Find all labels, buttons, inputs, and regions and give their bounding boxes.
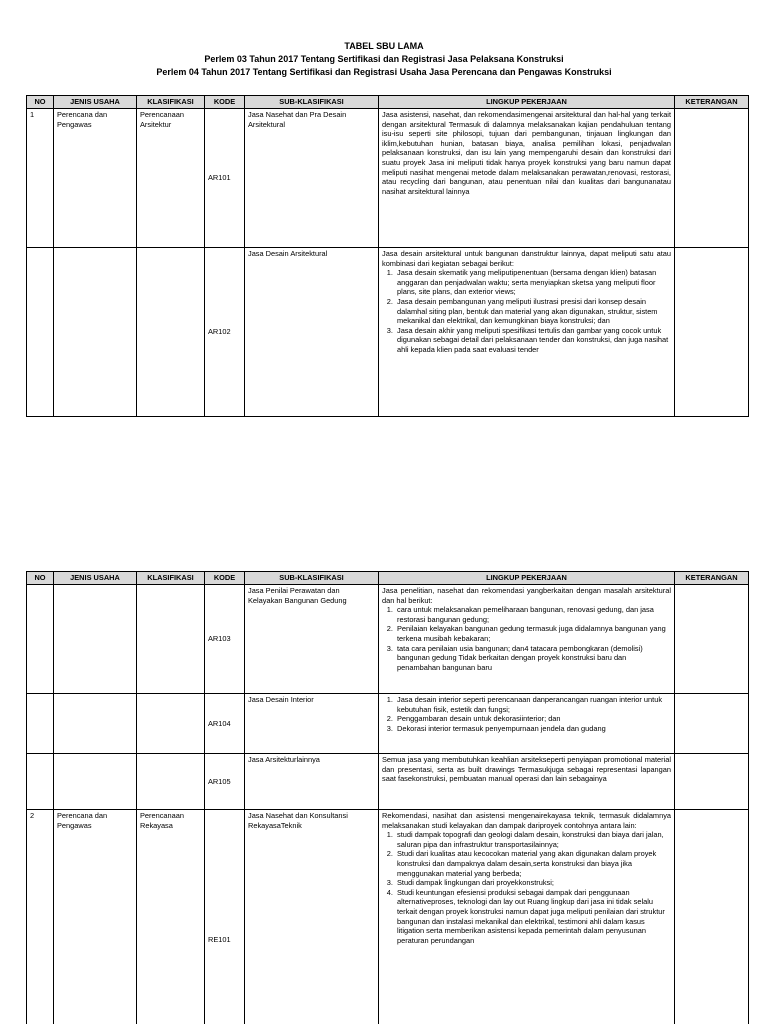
list-item: 4. Studi keuntungan efesiensi produksi sebagai dampak dari penggunaan alternativeproses, teknologi dan lay out Ruang lingkup dari jasa ini tidak selalu terkait dengan proyek konstruksi namun dapat juga meliputi penilaian dari struktur bangunan dan instalasi mekanikal dan elektrikal, testimoni ahli dalam kasus litigation serta memberikan asistensi kepada pemerintah dalam penyusunan peraturan perundangan xyxy=(395,888,671,946)
lingkup-pekerjaan-cell xyxy=(379,248,675,417)
sub-klasifikasi-cell: Jasa Penilai Perawatan dan Kelayakan Bangunan Gedung xyxy=(245,585,379,694)
document-title: TABEL SBU LAMA xyxy=(344,41,424,51)
lingkup-list xyxy=(382,830,671,945)
jenis-usaha-cell xyxy=(54,694,137,754)
sbu-table-2 xyxy=(26,571,749,1024)
sbu-table-1 xyxy=(26,95,749,417)
sub-klasifikasi-cell: Jasa Desain Arsitektural xyxy=(245,248,379,417)
kode-cell: RE101 xyxy=(205,810,245,1024)
keterangan-cell xyxy=(675,248,749,417)
list-item: 1. Jasa desain skematik yang meliputipenentuan (bersama dengan klien) batasan anggaran dan penjadwalan waktu; serta menyiapkan sketsa yang meliputi floor plans, site plans, dan exterior views; xyxy=(395,268,671,297)
lingkup-intro-text: Jasa desain arsitektural untuk bangunan danstruktur lainnya, dapat meliputi satu atau kombinasi dari kegiatan sebagai berikut: xyxy=(382,249,671,268)
sub-klasifikasi-cell: Jasa Nasehat dan Konsultansi RekayasaTeknik xyxy=(245,810,379,1024)
keterangan-cell xyxy=(675,109,749,248)
table-row xyxy=(27,248,749,417)
column-header: KLASIFIKASI xyxy=(137,96,205,109)
list-item: 2. Jasa desain pembangunan yang meliputi ilustrasi presisi dari konsep desain dalamhal siting plan, bentuk dan material yang akan digunakan, struktur, sistem mekanikal dan elektrikal, dan kemungkinan biaya konstruksi; dan xyxy=(395,297,671,326)
sub-klasifikasi-cell: Jasa Arsitekturlainnya xyxy=(245,754,379,810)
list-item: 3. Dekorasi interior termasuk penyempurnaan jendela dan gudang xyxy=(395,724,671,734)
column-header: SUB-KLASIFIKASI xyxy=(245,572,379,585)
lingkup-list xyxy=(382,605,671,672)
jenis-usaha-cell: Perencana dan Pengawas xyxy=(54,810,137,1024)
lingkup-intro-text: Rekomendasi, nasihat dan asistensi mengenairekayasa teknik, termasuk didalamnya melaksanakan studi kelayakan dan dampak dariproyek contohnya antara lain: xyxy=(382,811,671,830)
lingkup-intro-text: Jasa penelitian, nasehat dan rekomendasi yangberkaitan dengan masalah arsitektural dan hal berikut: xyxy=(382,586,671,605)
kode-cell: AR102 xyxy=(205,248,245,417)
list-item: 2. Studi dari kualitas atau kecocokan material yang akan digunakan dalam proyek konstruksi dan dampaknya dalam desain,serta konstruksi dan biaya jika menggunakan material yang berbeda; xyxy=(395,849,671,878)
lingkup-pekerjaan-cell xyxy=(379,694,675,754)
sub-klasifikasi-cell: Jasa Desain Interior xyxy=(245,694,379,754)
row-number xyxy=(27,248,54,417)
list-item: 1. Jasa desain interior seperti perencanaan danperancangan ruangan interior untuk kebutuhan fisik, estetik dan fungsi; xyxy=(395,695,671,714)
table-row xyxy=(27,754,749,810)
column-header: JENIS USAHA xyxy=(54,96,137,109)
kode-cell: AR101 xyxy=(205,109,245,248)
row-number xyxy=(27,694,54,754)
keterangan-cell xyxy=(675,585,749,694)
jenis-usaha-cell: Perencana dan Pengawas xyxy=(54,109,137,248)
list-item: 1. cara untuk melaksanakan pemeliharaan bangunan, renovasi gedung, dan jasa restorasi bangunan gedung; xyxy=(395,605,671,624)
column-header: SUB-KLASIFIKASI xyxy=(245,96,379,109)
keterangan-cell xyxy=(675,810,749,1024)
table-header-row xyxy=(27,96,749,109)
klasifikasi-cell: Perencanaan Arsitektur xyxy=(137,109,205,248)
lingkup-intro-text: Jasa asistensi, nasehat, dan rekomendasimengenai arsitektural dan hal-hal yang terkait dengan arsitektural Termasuk di dalamnya melaksanakan kajian pendahuluan tentang isu-isu seperti site philosopi, tujuan dari pembangunan, tinjauan lingkungan dan iklim,kebutuhan hunian, batasan biaya, analisa pemilihan lokasi, penjadwalan pelaksanaan konstruksi, dan isu lain yang mempengaruhi desain dan konstruksi dari suatu proyek Jasa ini meliputi tidak hanya proyek konstruksi yang baru namun dapat meliputi nasihat mengenai metode dalam melaksanakan perawatan,renovasi, restorasi, atau recycling dari bangunan, atau penentuan nilai dan kualitas dari bangunanatau nasihat arsitektural lainnya xyxy=(382,110,671,196)
jenis-usaha-cell xyxy=(54,754,137,810)
lingkup-list xyxy=(382,268,671,354)
lingkup-pekerjaan-cell xyxy=(379,109,675,248)
list-item: 3. Studi dampak lingkungan dari proyekkonstruksi; xyxy=(395,878,671,888)
column-header: NO xyxy=(27,96,54,109)
table-row xyxy=(27,585,749,694)
kode-cell: AR104 xyxy=(205,694,245,754)
lingkup-pekerjaan-cell xyxy=(379,754,675,810)
klasifikasi-cell xyxy=(137,694,205,754)
lingkup-pekerjaan-cell xyxy=(379,810,675,1024)
kode-cell: AR105 xyxy=(205,754,245,810)
jenis-usaha-cell xyxy=(54,585,137,694)
column-header: LINGKUP PEKERJAAN xyxy=(379,572,675,585)
table-row xyxy=(27,810,749,1024)
keterangan-cell xyxy=(675,694,749,754)
list-item: 2. Penilaian kelayakan bangunan gedung termasuk juga didalamnya bangunan yang terkena musibah kebakaran; xyxy=(395,624,671,643)
column-header: KETERANGAN xyxy=(675,572,749,585)
klasifikasi-cell xyxy=(137,754,205,810)
document-subtitle-2: Perlem 04 Tahun 2017 Tentang Sertifikasi dan Registrasi Usaha Jasa Perencana dan Pengawas Konstruksi xyxy=(156,67,612,77)
table-row xyxy=(27,694,749,754)
jenis-usaha-cell xyxy=(54,248,137,417)
klasifikasi-cell: Perencanaan Rekayasa xyxy=(137,810,205,1024)
list-item: 1. studi dampak topografi dan geologi dalam desain, konstruksi dan biaya dari jalan, saluran pipa dan infrastruktur transportasilainnya; xyxy=(395,830,671,849)
column-header: KLASIFIKASI xyxy=(137,572,205,585)
keterangan-cell xyxy=(675,754,749,810)
lingkup-list xyxy=(382,695,671,733)
row-number xyxy=(27,585,54,694)
list-item: 3. tata cara penilaian usia bangunan; dan4 tatacara pembongkaran (demolisi) bangunan gedung Tidak berkaitan dengan proyek konstruksi baru dan penambahan bangunan baru xyxy=(395,644,671,673)
column-header: KETERANGAN xyxy=(675,96,749,109)
klasifikasi-cell xyxy=(137,585,205,694)
lingkup-intro-text: Semua jasa yang membutuhkan keahlian arsitekseperti penyiapan promotional material dan presentasi, serta as built drawings Termasukjuga sebagai representasi lapangan saat fasekonstruksi, pembuatan manual operasi dan lain sebagainya xyxy=(382,755,671,784)
table-header-row xyxy=(27,572,749,585)
table-row xyxy=(27,109,749,248)
document-subtitle-1: Perlem 03 Tahun 2017 Tentang Sertifikasi dan Registrasi Jasa Pelaksana Konstruksi xyxy=(204,54,564,64)
sub-klasifikasi-cell: Jasa Nasehat dan Pra Desain Arsitektural xyxy=(245,109,379,248)
list-item: 3. Jasa desain akhir yang meliputi spesifikasi tertulis dan gambar yang cocok untuk digunakan sebagai detail dari pelaksanaan tender dan konstruksi, dan juga nasihat ahli kepada klien pada saat evaluasi tender xyxy=(395,326,671,355)
klasifikasi-cell xyxy=(137,248,205,417)
row-number: 2 xyxy=(27,810,54,1024)
column-header: KODE xyxy=(205,572,245,585)
row-number: 1 xyxy=(27,109,54,248)
kode-cell: AR103 xyxy=(205,585,245,694)
column-header: JENIS USAHA xyxy=(54,572,137,585)
lingkup-pekerjaan-cell xyxy=(379,585,675,694)
column-header: KODE xyxy=(205,96,245,109)
list-item: 2. Penggambaran desain untuk dekorasiinterior; dan xyxy=(395,714,671,724)
column-header: NO xyxy=(27,572,54,585)
column-header: LINGKUP PEKERJAAN xyxy=(379,96,675,109)
row-number xyxy=(27,754,54,810)
